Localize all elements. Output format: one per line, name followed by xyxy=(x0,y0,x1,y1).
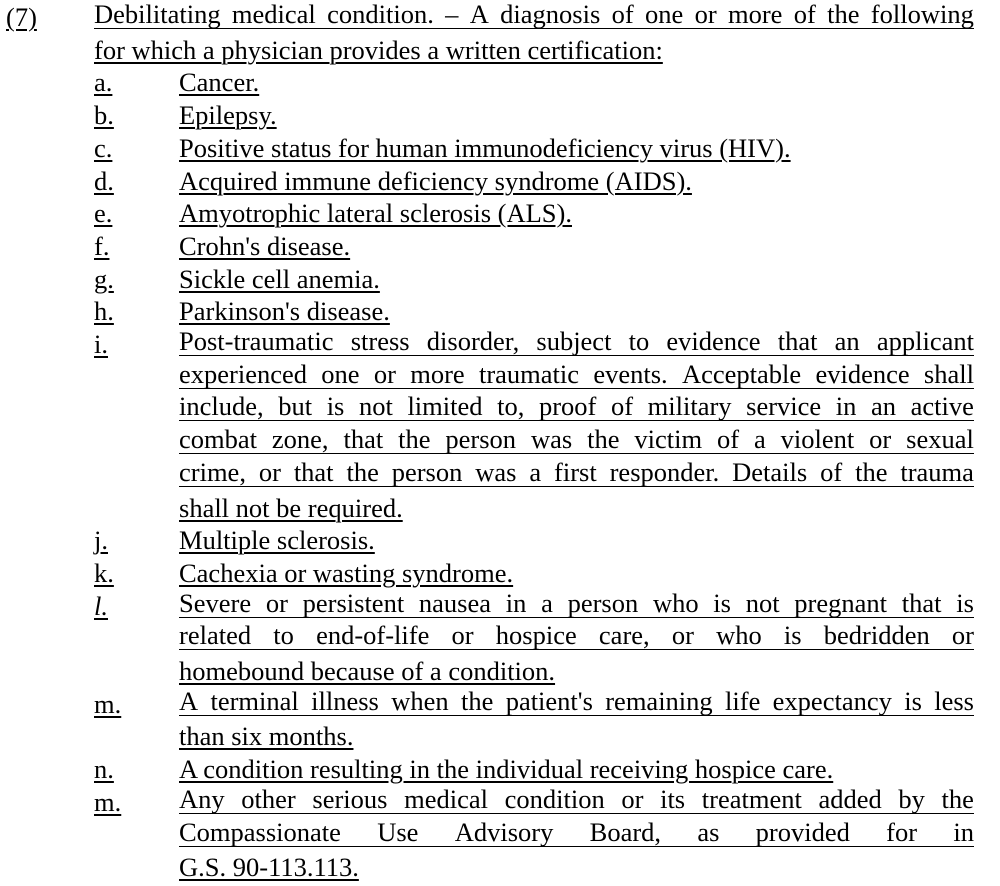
list-item-f xyxy=(0,230,1000,263)
item-label: m. xyxy=(94,786,122,817)
word: of xyxy=(610,391,634,422)
word: expectancy xyxy=(772,685,892,716)
item-text xyxy=(179,328,974,356)
word: to, xyxy=(497,391,525,422)
word: active xyxy=(910,391,974,422)
word: the xyxy=(346,456,379,487)
word: that xyxy=(777,326,818,356)
word: nausea xyxy=(418,587,492,618)
list-item-i-line-6 xyxy=(0,492,1000,525)
word: life xyxy=(725,685,761,716)
item-label: n. xyxy=(94,754,114,785)
word: or xyxy=(869,424,892,455)
item-label: k. xyxy=(94,557,114,588)
item-text: Amyotrophic lateral sclerosis (ALS). xyxy=(179,198,572,229)
word: stress xyxy=(350,326,410,356)
word: the xyxy=(398,424,431,455)
word: of xyxy=(611,0,634,29)
word: Any xyxy=(179,783,225,814)
word: or xyxy=(621,783,644,814)
word: military xyxy=(647,391,732,422)
word: experienced xyxy=(179,358,307,389)
word: applicant xyxy=(876,326,974,356)
word: or xyxy=(373,358,396,389)
item-label: i. xyxy=(94,329,108,359)
word: or xyxy=(451,620,474,651)
word: evidence xyxy=(666,326,761,356)
word: in xyxy=(835,391,857,422)
list-item-i-line-2 xyxy=(0,358,1000,394)
list-item-e xyxy=(0,197,1000,230)
item-text: A condition resulting in the individual receiving hospice care. xyxy=(179,754,834,785)
word: of xyxy=(717,424,740,455)
list-item-k xyxy=(0,557,1000,590)
item-text-cont: shall not be required. xyxy=(179,492,403,523)
item-text-cont xyxy=(179,426,974,454)
word: Use xyxy=(377,816,419,847)
word: more xyxy=(727,0,783,29)
word: in xyxy=(505,587,527,618)
list-item-i-line-5 xyxy=(0,456,1000,492)
word: Debilitating xyxy=(94,0,221,29)
list-item-l xyxy=(0,587,1000,623)
word: other xyxy=(241,783,296,814)
word: trauma xyxy=(900,456,974,487)
section-heading-line-1 xyxy=(0,1,1000,34)
list-item-h xyxy=(0,295,1000,328)
word: medical xyxy=(404,783,488,814)
word: following xyxy=(870,0,974,29)
word: or xyxy=(951,620,974,651)
list-item-m-2-line-2 xyxy=(0,816,1000,852)
word: that xyxy=(901,587,942,618)
word: provided xyxy=(755,816,850,847)
list-item-b xyxy=(0,99,1000,132)
list-item-n xyxy=(0,753,1000,786)
word: A xyxy=(469,0,489,29)
word: is xyxy=(713,587,731,618)
word: remaining xyxy=(605,685,713,716)
word: when xyxy=(391,685,449,716)
list-item-m-line-2 xyxy=(0,720,1000,753)
word: illness xyxy=(311,685,379,716)
word: disorder, xyxy=(426,326,520,356)
list-item-i xyxy=(0,328,1000,361)
word: – xyxy=(445,0,459,29)
item-label: l. xyxy=(94,590,108,621)
item-label: c. xyxy=(94,132,113,163)
word: traumatic xyxy=(478,358,580,389)
list-item-m-2-line-3 xyxy=(0,851,1000,884)
section-number: (7) xyxy=(6,2,37,32)
item-label: b. xyxy=(94,100,114,131)
item-text-cont xyxy=(179,456,974,487)
word: treatment xyxy=(701,783,802,814)
item-text-cont xyxy=(179,622,974,650)
word: terminal xyxy=(210,685,299,716)
word: end-of-life xyxy=(316,620,430,651)
item-text-cont: G.S. 90-113.113. xyxy=(179,852,359,883)
word: that xyxy=(343,424,384,455)
word: Acceptable xyxy=(681,358,802,389)
word: condition xyxy=(504,783,605,814)
word: Severe xyxy=(179,587,252,618)
word: its xyxy=(660,783,686,814)
word: of xyxy=(793,0,816,29)
word: patient's xyxy=(505,685,593,716)
word: the xyxy=(941,783,974,814)
word: more xyxy=(410,358,465,389)
item-text: Acquired immune deficiency syndrome (AIDS). xyxy=(179,165,692,196)
word: diagnosis xyxy=(500,0,601,29)
word: responder. xyxy=(609,456,720,487)
word: evidence xyxy=(815,358,910,389)
word: by xyxy=(898,783,925,814)
list-item-c xyxy=(0,132,1000,165)
word: persistent xyxy=(302,587,405,618)
item-text: Cachexia or wasting syndrome. xyxy=(179,557,514,588)
word: is xyxy=(956,587,974,618)
word: service xyxy=(746,391,822,422)
word: the xyxy=(587,424,620,455)
item-text xyxy=(179,783,974,814)
word: a xyxy=(541,587,553,618)
list-item-l-line-3 xyxy=(0,655,1000,688)
word: who xyxy=(716,620,762,651)
list-item-a xyxy=(0,66,1000,99)
item-text: Epilepsy. xyxy=(179,100,277,131)
word: was xyxy=(475,456,517,487)
word: one xyxy=(321,358,360,389)
word: medical xyxy=(231,0,316,29)
word: serious xyxy=(312,783,388,814)
word: in xyxy=(953,816,974,847)
word: limited xyxy=(407,391,483,422)
word: of xyxy=(820,456,843,487)
item-label: h. xyxy=(94,296,114,327)
word: for xyxy=(886,816,918,847)
word: to xyxy=(273,620,294,651)
word: less xyxy=(934,685,974,716)
item-text-cont xyxy=(179,358,974,389)
word: was xyxy=(530,424,573,455)
word: sexual xyxy=(906,424,974,455)
word: one xyxy=(644,0,684,29)
item-label: m. xyxy=(94,688,122,719)
list-item-d xyxy=(0,165,1000,198)
item-label: d. xyxy=(94,165,114,196)
word: Post-traumatic xyxy=(179,326,334,356)
word: not xyxy=(358,391,393,422)
word: person xyxy=(445,424,517,455)
word: that xyxy=(293,456,334,487)
word: the xyxy=(827,0,860,29)
word: a xyxy=(753,424,766,455)
item-label: a. xyxy=(94,67,113,98)
section-heading-text xyxy=(94,1,974,29)
item-text: Crohn's disease. xyxy=(179,230,351,261)
word: Compassionate xyxy=(179,816,341,847)
word: Advisory xyxy=(454,816,554,847)
list-item-j xyxy=(0,524,1000,557)
word: the xyxy=(460,685,494,716)
word: victim xyxy=(634,424,703,455)
item-text-cont: than six months. xyxy=(179,721,354,752)
word: condition. xyxy=(327,0,434,29)
word: person xyxy=(391,456,463,487)
word: Board, xyxy=(589,816,662,847)
item-label: e. xyxy=(94,198,113,229)
word: who xyxy=(652,587,699,618)
word: combat xyxy=(179,424,257,455)
word: bedridden xyxy=(823,620,930,651)
word: person xyxy=(567,587,639,618)
word: is xyxy=(326,391,345,422)
word: events. xyxy=(593,358,668,389)
item-text: Positive status for human immunodeficiency virus (HIV). xyxy=(179,132,791,163)
word: include, xyxy=(179,391,264,422)
word: to xyxy=(628,326,650,356)
word: an xyxy=(870,391,896,422)
word: or xyxy=(671,620,694,651)
word: is xyxy=(783,620,802,651)
word: subject xyxy=(536,326,612,356)
word: crime, xyxy=(179,456,246,487)
section-heading-line-2 xyxy=(0,34,1000,67)
word: a xyxy=(529,456,542,487)
word: an xyxy=(834,326,860,356)
item-text: Multiple sclerosis. xyxy=(179,525,375,556)
item-text: Sickle cell anemia. xyxy=(179,263,380,294)
word: not xyxy=(745,587,780,618)
word: or xyxy=(258,456,281,487)
list-item-m xyxy=(0,685,1000,721)
word: but xyxy=(278,391,313,422)
word: zone, xyxy=(271,424,329,455)
word: A xyxy=(179,685,199,716)
word: or xyxy=(265,587,288,618)
word: as xyxy=(697,816,720,847)
word: shall xyxy=(923,358,974,389)
item-text: Parkinson's disease. xyxy=(179,296,390,327)
item-label: g. xyxy=(94,263,114,294)
item-text-cont xyxy=(179,393,974,421)
list-item-g xyxy=(0,263,1000,296)
word: is xyxy=(904,685,922,716)
word: the xyxy=(855,456,888,487)
item-text-cont: homebound because of a condition. xyxy=(179,656,556,686)
word: or xyxy=(694,0,717,29)
word: care, xyxy=(598,620,650,651)
word: pregnant xyxy=(794,587,888,618)
word: Details xyxy=(732,456,808,487)
word: proof xyxy=(538,391,597,422)
item-text xyxy=(179,587,974,618)
item-text: Cancer. xyxy=(179,67,260,98)
list-item-m-2 xyxy=(0,783,1000,819)
item-text-cont xyxy=(179,816,974,847)
item-text xyxy=(179,685,974,716)
word: added xyxy=(818,783,882,814)
item-label: j. xyxy=(94,525,108,556)
list-item-l-line-2 xyxy=(0,622,1000,655)
item-label: f. xyxy=(94,230,110,261)
list-item-i-line-3 xyxy=(0,393,1000,426)
word: violent xyxy=(780,424,855,455)
section-heading-text-cont: for which a physician provides a written certification: xyxy=(94,34,663,65)
list-item-i-line-4 xyxy=(0,426,1000,459)
word: related xyxy=(179,620,252,651)
word: hospice xyxy=(495,620,577,651)
word: first xyxy=(554,456,597,487)
